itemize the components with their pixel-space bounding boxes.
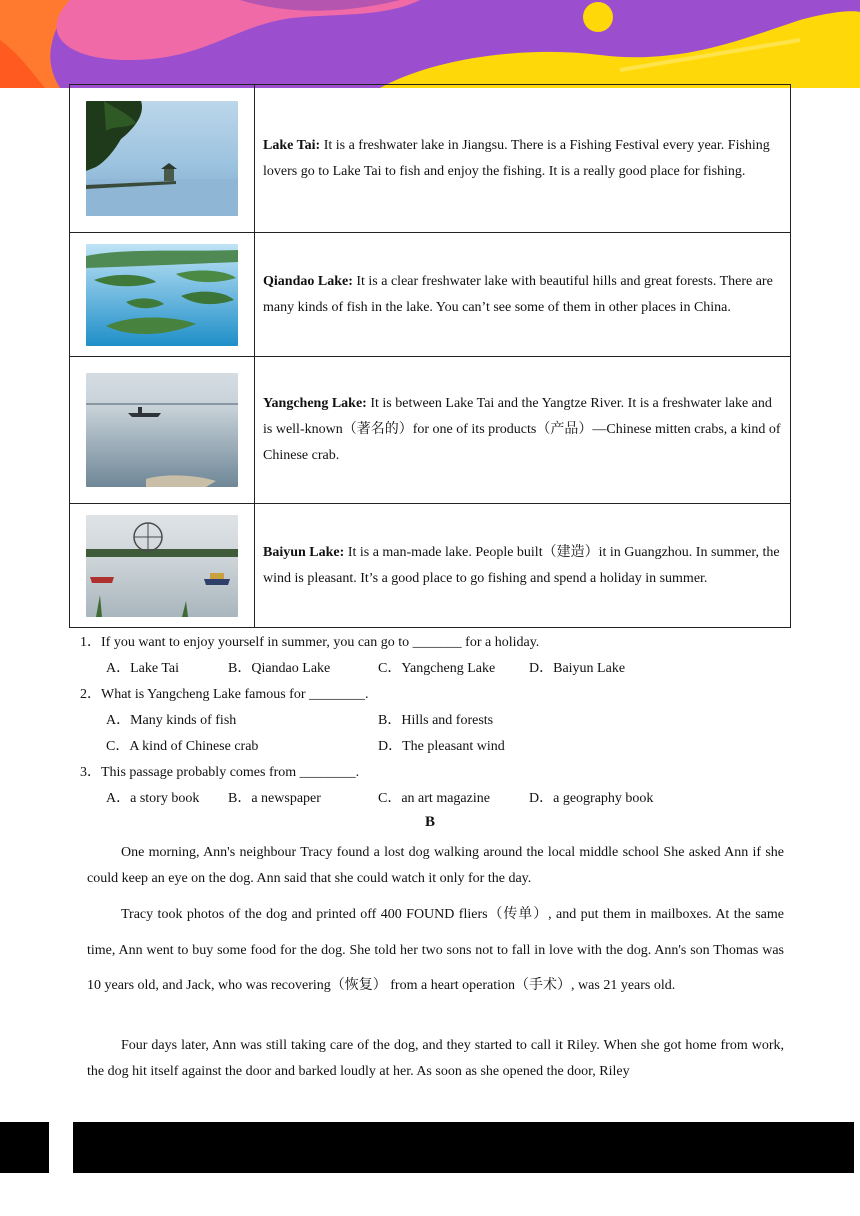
question-3-stem: 3．This passage probably comes from ________.	[80, 765, 360, 780]
paragraph-text-part: , and put them in mailboxes. At the same time, Ann went to buy some food for the dog. She told her two sons not to fall in love with the dog. Ann's son Thomas was 10 years old, and Jack, who was recovering	[87, 907, 784, 993]
paragraph-text-part: , was 21 years old.	[571, 978, 676, 993]
question-2-option-d: D．The pleasant wind	[378, 739, 505, 754]
chinese-gloss: （传单）	[487, 906, 549, 922]
question-3-option-c: C．an art magazine	[378, 791, 490, 806]
section-b-heading: B	[424, 814, 435, 830]
table-row	[70, 233, 791, 357]
table-cell-description	[255, 504, 791, 628]
paragraph-text	[87, 897, 784, 1004]
decorative-header-banner	[0, 0, 860, 88]
question-3-option-d: D．a geography book	[529, 791, 654, 806]
lakes-table	[69, 84, 791, 628]
chinese-gloss: （恢复）	[330, 977, 387, 993]
question-2-stem: 2．What is Yangcheng Lake famous for ________.	[80, 687, 369, 702]
table-cell-description	[255, 233, 791, 357]
baiyun-lake-photo	[86, 515, 238, 617]
chinese-gloss: （手术）	[515, 977, 572, 993]
table-row	[70, 357, 791, 504]
lake-name: Yangcheng Lake:	[263, 396, 367, 411]
yangcheng-lake-photo	[86, 373, 238, 487]
table-cell-image	[70, 85, 255, 233]
question-1-option-a: A．Lake Tai	[106, 661, 180, 676]
table-row	[70, 85, 791, 233]
question-1-option-c: C．Yangcheng Lake	[378, 661, 496, 676]
table-cell-image	[70, 233, 255, 357]
question-1-stem: 1．If you want to enjoy yourself in summer, you can go to _______ for a holiday.	[80, 635, 540, 650]
question-1-option-d: D．Baiyun Lake	[529, 661, 626, 676]
paragraph-text-part: Tracy took photos of the dog and printed off 400 FOUND fliers	[121, 907, 488, 922]
lake-description: It is a man-made lake. People built（建造）it in Guangzhou. In summer, the wind is pleasant. It’s a good place to go fishing and spend a holiday in summer.	[263, 544, 780, 586]
passage-paragraph-1	[87, 840, 784, 892]
lake-name: Qiandao Lake:	[263, 273, 353, 289]
question-1-option-b: B．Qiandao Lake	[228, 661, 331, 676]
lake-description: It is between Lake Tai and the Yangtze River. It is a freshwater lake and is well-known（著名的）for one of its products（产品）—Chinese mitten crabs, a kind of Chinese crab.	[263, 396, 781, 463]
lake-name: Baiyun Lake:	[263, 544, 345, 560]
question-3-option-a: A．a story book	[106, 791, 200, 806]
footer-bar	[73, 1122, 854, 1173]
lake-name: Lake Tai:	[263, 137, 321, 153]
passage-paragraph-3	[87, 1033, 784, 1085]
lake-tai-photo	[86, 101, 238, 216]
question-3-option-b: B．a newspaper	[228, 791, 321, 806]
banner-wave-graphic	[0, 0, 860, 88]
question-2-option-c: C．A kind of Chinese crab	[106, 739, 259, 754]
table-cell-image	[70, 504, 255, 628]
paragraph-text: One morning, Ann's neighbour Tracy found a lost dog walking around the local middle school She asked Ann if she could keep an eye on the dog. Ann said that she could watch it only for the day.	[87, 845, 784, 886]
table-cell-image	[70, 357, 255, 504]
question-2-option-a: A．Many kinds of fish	[106, 713, 237, 728]
footer-left-block	[0, 1122, 49, 1173]
table-cell-description	[255, 357, 791, 504]
table-cell-description	[255, 85, 791, 233]
passage-paragraph-2	[87, 897, 784, 1004]
qiandao-lake-photo	[86, 244, 238, 346]
table-row	[70, 504, 791, 628]
paragraph-text: Four days later, Ann was still taking care of the dog, and they started to call it Riley. When she got home from work, the dog hit itself against the door and barked loudly at her. As soon as she opened the door, Riley	[87, 1038, 784, 1079]
lake-description: It is a clear freshwater lake with beautiful hills and great forests. There are many kinds of fish in the lake. You can’t see some of them in other places in China.	[263, 273, 773, 315]
paragraph-text-part: from a heart operation	[386, 978, 516, 993]
question-2-option-b: B．Hills and forests	[378, 713, 494, 728]
lake-description: It is a freshwater lake in Jiangsu. There is a Fishing Festival every year. Fishing lovers go to Lake Tai to fish and enjoy the fishing. It is a really good place for fishing.	[263, 137, 770, 179]
